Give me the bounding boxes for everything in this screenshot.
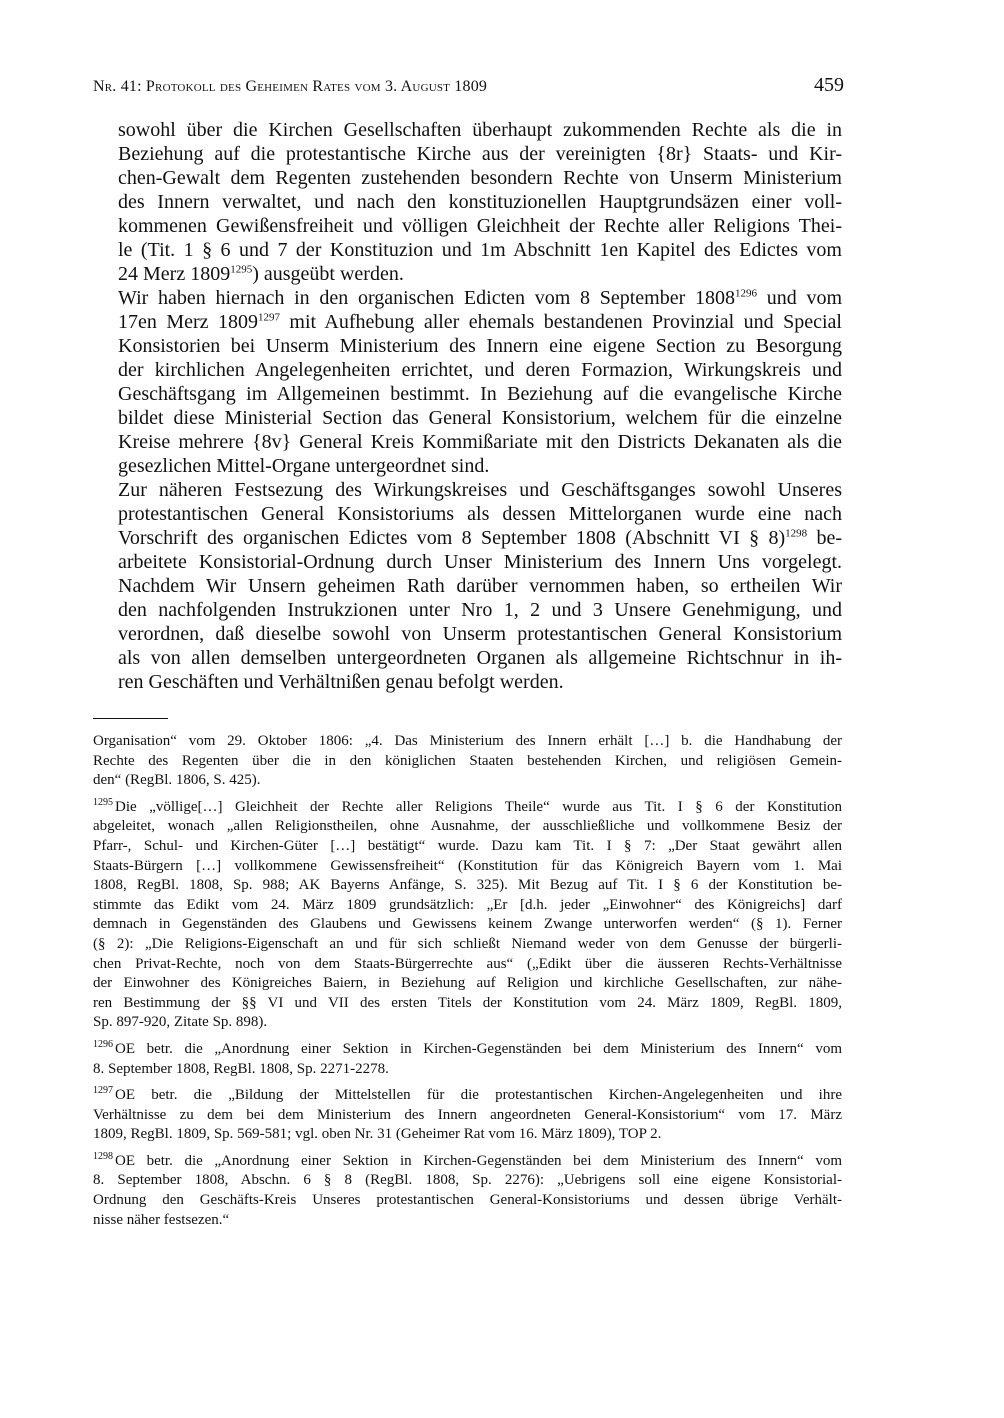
footnote-line: 8. September 1808, Abschn. 6 § 8 (RegBl. 1808, Sp. 2276): „Uebrigens soll eine eigene Konsistorial- (93, 1172, 842, 1189)
footnote-line: den“ (RegBl. 1806, S. 425). (93, 772, 261, 789)
footnote-line: 8. September 1808, RegBl. 1808, Sp. 2271-2278. (93, 1060, 389, 1077)
footnote-text: OE betr. die „Anordnung einer Sektion in Kirchen-Gegenständen bei dem Ministerium des Innern“ vom (115, 1152, 842, 1169)
footnote-line: chen Privat-Rechte, noch von dem Staats-Bürgerrechte aus“ („Edikt über die äusseren Rechts-Verhältnisse (93, 955, 842, 972)
text-line: le (Tit. 1 § 6 und 7 der Konstituzion und 1m Abschnitt 1en Kapitel des Edictes vom (118, 239, 842, 261)
text-line: kommenen Gewißensfreiheit und völligen Gleichheit der Rechte aller Religions Thei- (118, 215, 842, 237)
footnote-1298 (93, 1152, 842, 1230)
text-fragment: Vorschrift des organischen Edictes vom 8 September 1808 (Abschnitt VI § 8) (118, 527, 786, 549)
text-line: gesezlichen Mittel-Organe untergeordnet sind. (118, 455, 490, 477)
text-line: protestantischen General Konsistoriums als dessen Mittelorganen wurde eine nach (118, 503, 842, 525)
text-fragment: und vom (757, 287, 843, 309)
text-fragment: 17en Merz 1809 (118, 311, 258, 333)
footnote-line: Pfarr-, Schul- und Kirchen-Güter […] bestätigt“ wurde. Dazu kam Tit. I § 7: „Der Staat gewährt allen (93, 837, 842, 854)
footnote-ref-1297: 1297 (257, 311, 280, 324)
footnote-text: Die „völlige[…] Gleichheit der Rechte aller Religions Theile“ wurde aus Tit. I § 6 der Konstitution (115, 798, 842, 815)
footnote-ref-1296: 1296 (735, 287, 757, 300)
footnotes (93, 732, 842, 1237)
footnote-line (93, 798, 842, 818)
text-line: verordnen, daß dieselbe sowohl von Unserm protestantischen General Konsistorium (118, 623, 842, 645)
text-line: sowohl über die Kirchen Gesellschaften überhaupt zukommenden Rechte als die in (118, 119, 842, 141)
footnote-line: 1808, RegBl. 1808, Sp. 988; AK Bayerns Anfänge, S. 325). Mit Bezug auf Tit. I § 6 der Konstitution be- (93, 877, 842, 894)
footnote-text: OE betr. die „Bildung der Mittelstellen für die protestantischen Kirchen-Angelegenheiten und ihre (115, 1087, 842, 1104)
text-line (118, 262, 842, 286)
main-text (118, 118, 842, 694)
footnote-text: OE betr. die „Anordnung einer Sektion in Kirchen-Gegenständen bei dem Ministerium des Innern“ vom (115, 1040, 842, 1057)
footnote-1296 (93, 1040, 842, 1079)
footnote-ref-1295: 1295 (230, 263, 253, 276)
text-line: arbeitete Konsistorial-Ordnung durch Unser Ministerium des Innern Uns vorgelegt. (118, 551, 842, 573)
footnote-line: abgeleitet, wonach „allen Religionstheilen, ohne Ausnahme, der ausschließliche und vollkommene Besiz der (93, 818, 842, 835)
footnote-line: (§ 2): „Die Religions-Eigenschaft an und für sich schließt Niemand weder von dem Genusse der bürgerli- (93, 935, 842, 952)
text-line: Geschäftsgang im Allgemeinen bestimmt. In Beziehung auf die evangelische Kirche (118, 383, 842, 405)
text-line: Kreise mehrere {8v} General Kreis Kommißariate mit den Districts Dekanaten als die (118, 431, 842, 453)
footnote-line: Staats-Bürgern […] vollkommene Gewissensfreiheit“ (Konstitution für das Königreich Bayern vom 1. Mai (93, 857, 842, 874)
footnote-line: 1809, RegBl. 1809, Sp. 569-581; vgl. oben Nr. 31 (Geheimer Rat vom 16. März 1809), TOP 2. (93, 1126, 662, 1143)
text-line: Zur näheren Festsezung des Wirkungskreises und Geschäftsganges sowohl Unseres (118, 479, 842, 501)
text-fragment: mit Aufhebung aller ehemals bestandenen Provinzial und Special (279, 311, 842, 333)
footnote-line: Sp. 897-920, Zitate Sp. 898). (93, 1014, 268, 1031)
running-title: Nr. 41: Protokoll des Geheimen Rates vom 3. August 1809 (93, 78, 488, 95)
footnote-line: Ordnung den Geschäfts-Kreis Unseres protestantischen General-Konsistoriums und dessen übrige Verhält- (93, 1192, 842, 1209)
text-line: ren Geschäften und Verhältnißen genau befolgt werden. (118, 671, 564, 693)
text-line: den nachfolgenden Instrukzionen unter Nro 1, 2 und 3 Unsere Genehmigung, und (118, 599, 842, 621)
footnote-number: 1298 (93, 1150, 113, 1162)
footnote-line: Verhältnisse zu dem bei dem Ministerium des Innern angeordneten General-Konsistorium“ vom 17. März (93, 1106, 842, 1123)
footnote-1297 (93, 1086, 842, 1145)
footnote-line: Organisation“ vom 29. Oktober 1806: „4. Das Ministerium des Innern erhält […] b. die Handhabung der (93, 733, 842, 749)
text-line: des Innern verwaltet, und nach den konstituzionellen Hauptgrundsäzen einer voll- (118, 191, 842, 213)
text-line: als von allen demselben untergeordneten Organen als allgemeine Richtschnur in ih- (118, 647, 842, 669)
footnote-number: 1296 (93, 1038, 113, 1050)
text-line (118, 286, 842, 310)
footnote-line: ren Bestimmung der §§ VI und VII des ersten Titels der Konstitution vom 24. März 1809, RegBl. 1809, (93, 994, 842, 1011)
page-number: 459 (814, 74, 844, 96)
text-fragment: be- (807, 527, 842, 549)
text-fragment: ) ausgeübt werden. (252, 263, 404, 285)
text-line: Beziehung auf die protestantische Kirche aus der vereinigten {8r} Staats- und Kir- (118, 143, 842, 165)
text-line: chen-Gewalt dem Regenten zustehenden besondern Rechte von Unserm Ministerium (118, 167, 842, 189)
footnote-line (93, 1040, 842, 1060)
text-fragment: 24 Merz 1809 (118, 263, 231, 285)
running-head (93, 76, 844, 98)
text-line (118, 526, 842, 550)
footnote-line: nisse näher festsezen.“ (93, 1211, 230, 1228)
footnote-separator (93, 718, 168, 719)
footnote-number: 1297 (93, 1085, 113, 1097)
footnote-line: Rechte des Regenten über die in den königlichen Staaten bestehenden Kirchen, und religiösen Gemein- (93, 752, 842, 769)
footnote-line: demnach in Gegenständen des Glaubens und Gewissens keinem Zwange unterworfen werden“ (§ 1). Ferner (93, 916, 842, 933)
footnote-line: der Einwohner des Königreiches Baiern, in Beziehung auf Religion und kirchliche Gesellschaften, zur nähe- (93, 975, 842, 992)
text-fragment: Wir haben hiernach in den organischen Edicten vom 8 September 1808 (118, 287, 735, 309)
footnote-number: 1295 (93, 796, 113, 808)
footnote-line: stimmte das Edikt vom 24. März 1809 grundsätzlich: „Er [d.h. jeder „Einwohner“ des Königreichs] darf (93, 896, 842, 913)
footnote-1295 (93, 798, 842, 1033)
text-line (118, 310, 842, 334)
text-line: der kirchlichen Angelegenheiten errichtet, und deren Formazion, Wirkungskreis und (118, 359, 842, 381)
text-line: bildet diese Ministerial Section das General Konsistorium, welchem für die einzelne (118, 407, 842, 429)
footnote-continuation (93, 732, 842, 791)
footnote-line (93, 1152, 842, 1172)
text-line: Nachdem Wir Unsern geheimen Rath darüber vernommen haben, so ertheilen Wir (118, 575, 842, 597)
text-line: Konsistorien bei Unserm Ministerium des Innern eine eigene Section zu Besorgung (118, 335, 842, 357)
footnote-line (93, 1086, 842, 1106)
footnote-ref-1298: 1298 (785, 527, 808, 540)
